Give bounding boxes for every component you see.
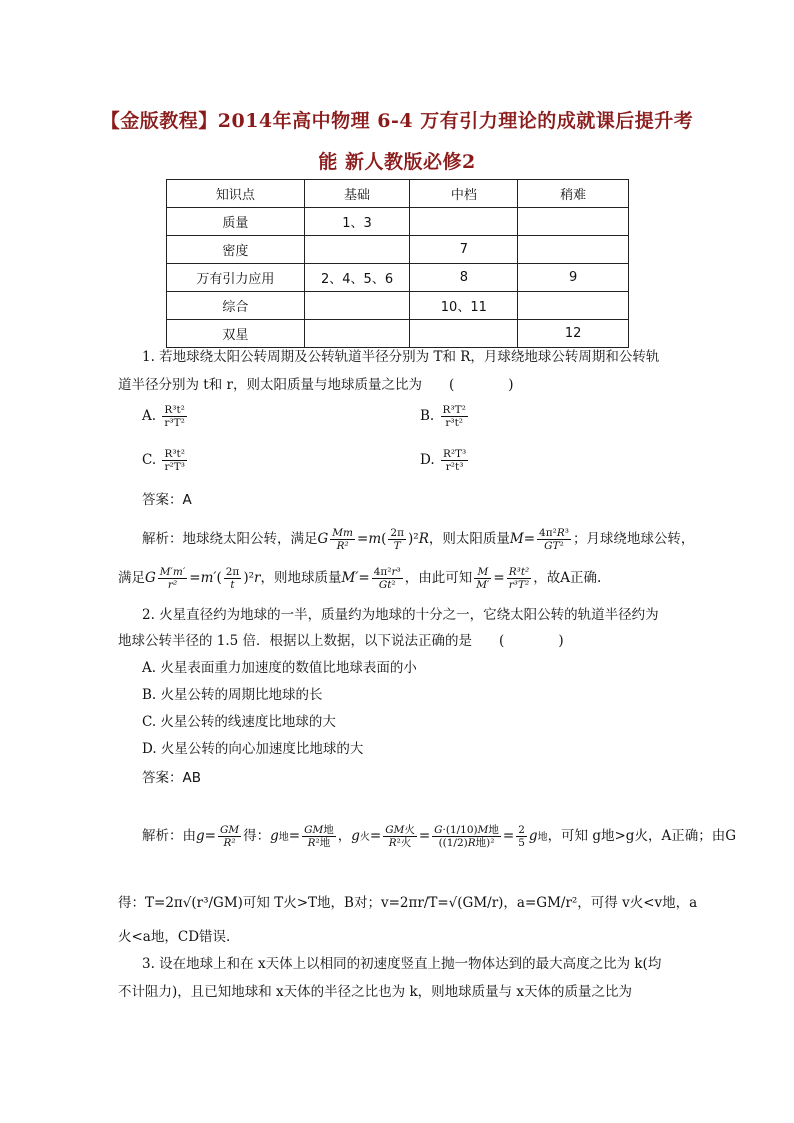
page-title-line1: 【金版教程】2014年高中物理 6-4 万有引力理论的成就课后提升考	[100, 110, 694, 132]
table-cell: 综合	[167, 292, 305, 320]
q1-answer: 答案：A	[142, 492, 192, 508]
table-row	[167, 320, 629, 348]
table-cell: 8	[410, 264, 518, 292]
analysis-text: ；月球绕地球公转，	[572, 531, 695, 547]
q1-option-a	[142, 404, 189, 429]
q1-option-d	[420, 448, 470, 473]
analysis-text: ，由此可知	[404, 570, 473, 586]
table-cell: 2、4、5、6	[304, 264, 410, 292]
q2-stem-line1: 2. 火星直径约为地球的一半，质量约为地球的十分之一，它绕太阳公转的轨道半径约为	[142, 607, 659, 623]
analysis-text: 解析：由	[142, 828, 196, 844]
table-cell	[304, 320, 410, 348]
q1-option-b	[420, 404, 470, 429]
option-fraction	[441, 448, 468, 473]
option-label: D.	[420, 452, 435, 468]
table-row	[167, 236, 629, 264]
q2-answer: 答案：AB	[142, 770, 201, 786]
table-header-cell: 基础	[304, 180, 410, 208]
option-label: C.	[142, 452, 157, 468]
fraction-denominator: r²T³	[164, 461, 185, 473]
table-header-cell: 中档	[410, 180, 518, 208]
table-cell: 万有引力应用	[167, 264, 305, 292]
fraction-numerator: R³t²	[164, 404, 185, 416]
fraction-denominator: r³T²	[164, 417, 185, 429]
table-cell: 1、3	[304, 208, 410, 236]
table-cell: 10、11	[410, 292, 518, 320]
table-header-cell: 知识点	[167, 180, 305, 208]
table-cell: 质量	[167, 208, 305, 236]
q2-analysis-line1: 解析：由g= $\frac{GM}{\text{R²}}$ 得：g地= $\frac{\text{GM地}}{\text{R²地}}$ ，g火= $\frac{\text{GM火}}{\text{R²火}}$ = $\frac{\text{G·(1/10)M地}}{\text{((1/2)R地)²}}$ = $\frac{2}{5}$ g地，可知 g地>g火，A正确；由G	[142, 824, 736, 849]
q1-analysis-line1: 解析：地球绕太阳公转，满足G $\frac{Mm}{\text{R²}}$ =m( $\frac{2\pi}{T}$ )²R，则太阳质量M= $\frac{\text{4π²R³}}{\text{GT²}}$ ；月球绕地球公转，	[142, 527, 695, 552]
analysis-text: 满足	[118, 570, 145, 586]
q1-analysis-line2: 满足G $\frac{M'm'}{\text{r²}}$ =m′( $\frac{2\pi}{t}$ )²r，则地球质量M′= $\frac{\text{4π²r³}}{\text{Gt²}}$ ，由此可知 $\frac{M}{M'}$ = $\frac{\text{R³t²}}{\text{r³T²}}$ ，故A正确.	[118, 566, 602, 591]
option-fraction	[162, 404, 187, 429]
analysis-text: 解析：地球绕太阳公转，满足	[142, 531, 318, 547]
table-cell: 12	[518, 320, 629, 348]
option-label: A.	[142, 408, 157, 424]
fraction-denominator: r³t²	[445, 417, 464, 429]
q2-analysis-line2: 得：T=2π√(r³/GM)可知 T火>T地，B对；v=2πr/T=√(GM/r)，a=GM/r²，可得 v火<v地，a	[118, 895, 698, 911]
table-cell	[304, 236, 410, 264]
q1-option-c	[142, 448, 189, 473]
fraction-numerator: R²T³	[442, 448, 467, 460]
q2-option-d: D. 火星公转的向心加速度比地球的大	[142, 741, 364, 757]
table-cell: 双星	[167, 320, 305, 348]
q2-option-c: C. 火星公转的线速度比地球的大	[142, 714, 336, 730]
fraction-numerator: R³t²	[164, 448, 185, 460]
table-row	[167, 292, 629, 320]
analysis-text: ，故A正确.	[533, 570, 602, 586]
analysis-text: ，则太阳质量	[428, 531, 510, 547]
q1-stem-line2: 道半径分别为 t和 r，则太阳质量与地球质量之比为 ( )	[118, 377, 514, 393]
q2-stem-line2: 地球公转半径的 1.5 倍．根据以上数据，以下说法正确的是 ( )	[118, 633, 564, 649]
page-title-line2: 能 新人教版必修2	[318, 151, 476, 173]
q1-stem-line1: 1. 若地球绕太阳公转周期及公转轨道半径分别为 T和 R，月球绕地球公转周期和公转轨	[142, 349, 660, 365]
option-fraction	[441, 404, 468, 429]
table-row	[167, 208, 629, 236]
table-cell	[518, 208, 629, 236]
table-cell	[304, 292, 410, 320]
option-fraction	[162, 448, 187, 473]
table-cell: 密度	[167, 236, 305, 264]
option-label: B.	[420, 408, 435, 424]
table-cell	[518, 292, 629, 320]
q2-analysis-line3: 火<a地，CD错误.	[118, 929, 231, 945]
knowledge-table	[166, 179, 629, 348]
q3-stem-line2: 不计阻力)，且已知地球和 x天体的半径之比也为 k，则地球质量与 x天体的质量之比为	[118, 984, 633, 1000]
table-row	[167, 264, 629, 292]
analysis-text: 得：	[243, 828, 271, 844]
table-cell: 9	[518, 264, 629, 292]
analysis-text: ，则地球质量	[260, 570, 342, 586]
table-cell	[518, 236, 629, 264]
q2-option-a: A. 火星表面重力加速度的数值比地球表面的小	[142, 660, 417, 676]
table-cell	[410, 320, 518, 348]
table-header-cell: 稍难	[518, 180, 629, 208]
fraction-denominator: r²t³	[445, 461, 464, 473]
analysis-text: ，可知 g地>g火，A正确；由G	[547, 828, 736, 844]
q2-option-b: B. 火星公转的周期比地球的长	[142, 687, 323, 703]
q3-stem-line1: 3. 设在地球上和在 x天体上以相同的初速度竖直上抛一物体达到的最大高度之比为 k(均	[142, 956, 662, 972]
table-cell: 7	[410, 236, 518, 264]
fraction-numerator: R³T²	[442, 404, 466, 416]
table-header-row	[167, 180, 629, 208]
table-cell	[410, 208, 518, 236]
